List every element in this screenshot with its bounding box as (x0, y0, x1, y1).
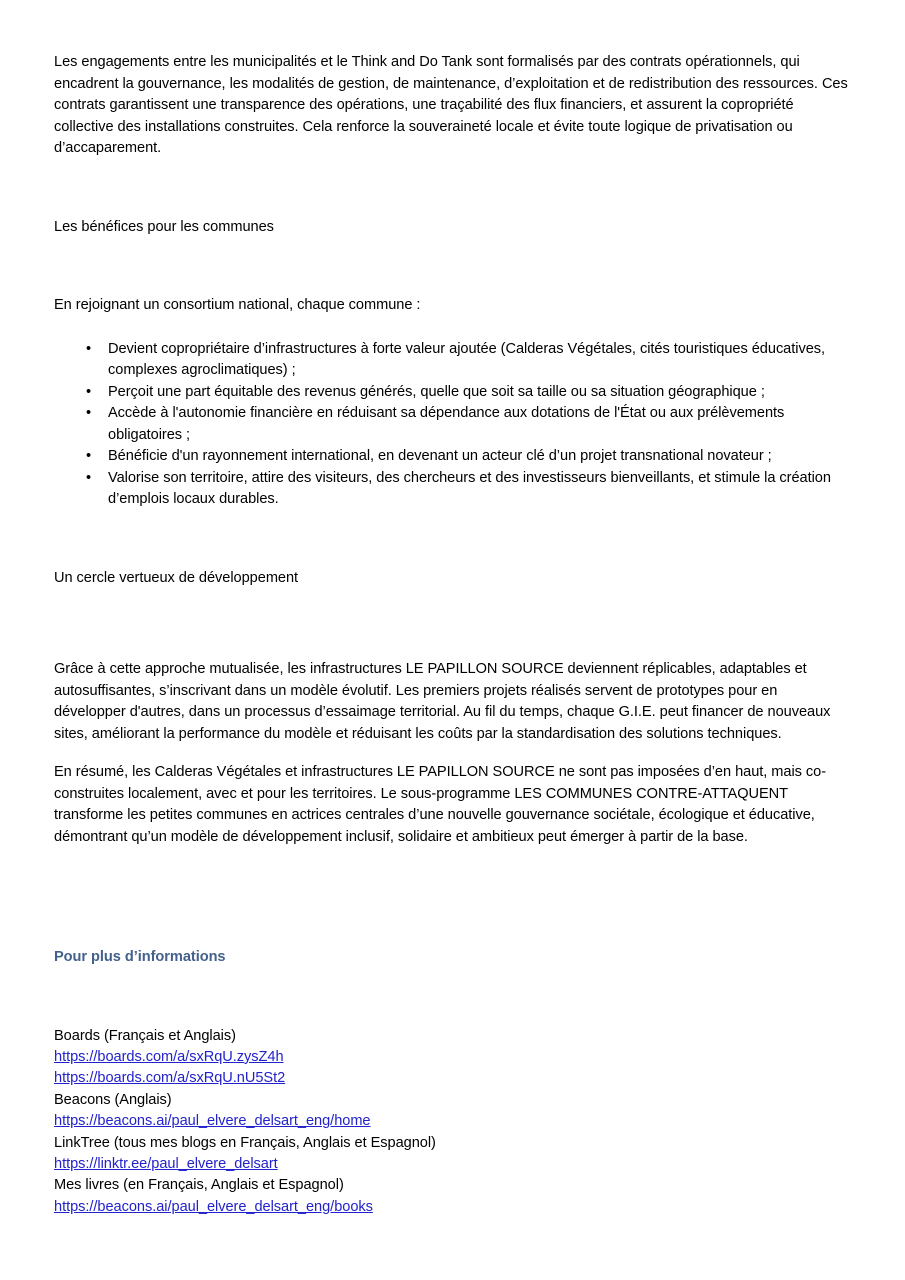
spacer (54, 745, 851, 762)
link-beacons-home[interactable]: https://beacons.ai/paul_elvere_delsart_eng/home (54, 1113, 371, 1130)
links-label-linktree: LinkTree (tous mes blogs en Français, Anglais et Espagnol) (54, 1134, 436, 1151)
spacer (54, 969, 851, 1026)
spacer (54, 160, 851, 217)
spacer (54, 589, 851, 646)
link-boards-2[interactable]: https://boards.com/a/sxRqU.nU5St2 (54, 1070, 286, 1087)
paragraph-benefits-lead: En rejoignant un consortium national, chaque commune : (54, 297, 421, 313)
paragraph-virtuous-1: Grâce à cette approche mutualisée, les infrastructures LE PAPILLON SOURCE deviennent réplicables, adaptables et autosuffisantes, s’inscrivant dans un modèle évolutif. Les premiers projets réalisés servent de prototypes pour en développer d'autres, dans un processus d’essaimage territorial. Au fil du temps, chaque G.I.E. peut financer de nouveaux sites, améliorant la performance du modèle et réduisant les coûts par la standardisation des solutions techniques. (54, 661, 831, 742)
link-beacons-books[interactable]: https://beacons.ai/paul_elvere_delsart_eng/books (54, 1198, 373, 1215)
benefits-bullet-list (54, 339, 851, 511)
list-item-text: Perçoit une part équitable des revenus générés, quelle que soit sa taille ou sa situation géographique ; (108, 383, 765, 400)
list-item-text: Devient copropriétaire d’infrastructures à forte valeur ajoutée (Calderas Végétales, cités touristiques éducatives, complexes agroclimatiques) ; (108, 340, 826, 378)
spacer (54, 646, 851, 659)
links-section (54, 1026, 851, 1219)
spacer (54, 511, 851, 568)
links-label-beacons: Beacons (Anglais) (54, 1091, 172, 1108)
heading-cercle-vertueux: Un cercle vertueux de développement (54, 569, 299, 586)
spacer (54, 317, 851, 339)
list-item (54, 382, 851, 404)
bullet-marker-icon: • (86, 448, 92, 464)
document-content (54, 52, 851, 1218)
bullet-marker-icon: • (86, 340, 92, 357)
heading-pour-plus-d-informations: Pour plus d’informations (54, 949, 226, 965)
list-item-text: Bénéficie d'un rayonnement international, en devenant un acteur clé d’un projet transnational novateur ; (108, 448, 772, 464)
bullet-marker-icon: • (86, 383, 92, 400)
list-item (54, 339, 851, 382)
list-item-text: Accède à l'autonomie financière en réduisant sa dépendance aux dotations de l'État ou aux prélèvements obligatoires ; (108, 405, 785, 443)
link-linktree[interactable]: https://linktr.ee/paul_elvere_delsart (54, 1155, 278, 1172)
spacer (54, 905, 851, 947)
list-item-text: Valorise son territoire, attire des visiteurs, des chercheurs et des investisseurs bienveillants, et stimule la création d’emplois locaux durables. (108, 469, 831, 507)
bullet-marker-icon: • (86, 405, 92, 421)
link-boards-1[interactable]: https://boards.com/a/sxRqU.zysZ4h (54, 1048, 284, 1065)
links-label-mes-livres: Mes livres (en Français, Anglais et Espagnol) (54, 1177, 344, 1194)
heading-benefices-pour-les-communes: Les bénéfices pour les communes (54, 218, 274, 235)
list-item (54, 446, 851, 468)
links-label-boards: Boards (Français et Anglais) (54, 1027, 236, 1044)
bullet-marker-icon: • (86, 469, 92, 486)
spacer (54, 238, 851, 295)
paragraph-intro: Les engagements entre les municipalités et le Think and Do Tank sont formalisés par des contrats opérationnels, qui encadrent la gouvernance, les modalités de gestion, de maintenance, d’exploitation et de redistribution des ressources. Ces contrats garantissent une transparence des opérations, une traçabilité des flux financiers, et assurent la copropriété collective des installations construites. Cela renforce la souveraineté locale et évite toute logique de privatisation ou d’accaparement. (54, 54, 848, 156)
paragraph-virtuous-2: En résumé, les Calderas Végétales et infrastructures LE PAPILLON SOURCE ne sont pas imposées d’en haut, mais co-construites localement, avec et pour les territoires. Le sous-programme LES COMMUNES CONTRE-ATTAQUENT transforme les petites communes en actrices centrales d’une nouvelle gouvernance sociétale, écologique et éducative, démontrant qu’un modèle de développement inclusif, solidaire et ambitieux peut émerger à partir de la base. (54, 764, 827, 845)
list-item (54, 403, 851, 446)
spacer (54, 848, 851, 905)
list-item (54, 468, 851, 511)
